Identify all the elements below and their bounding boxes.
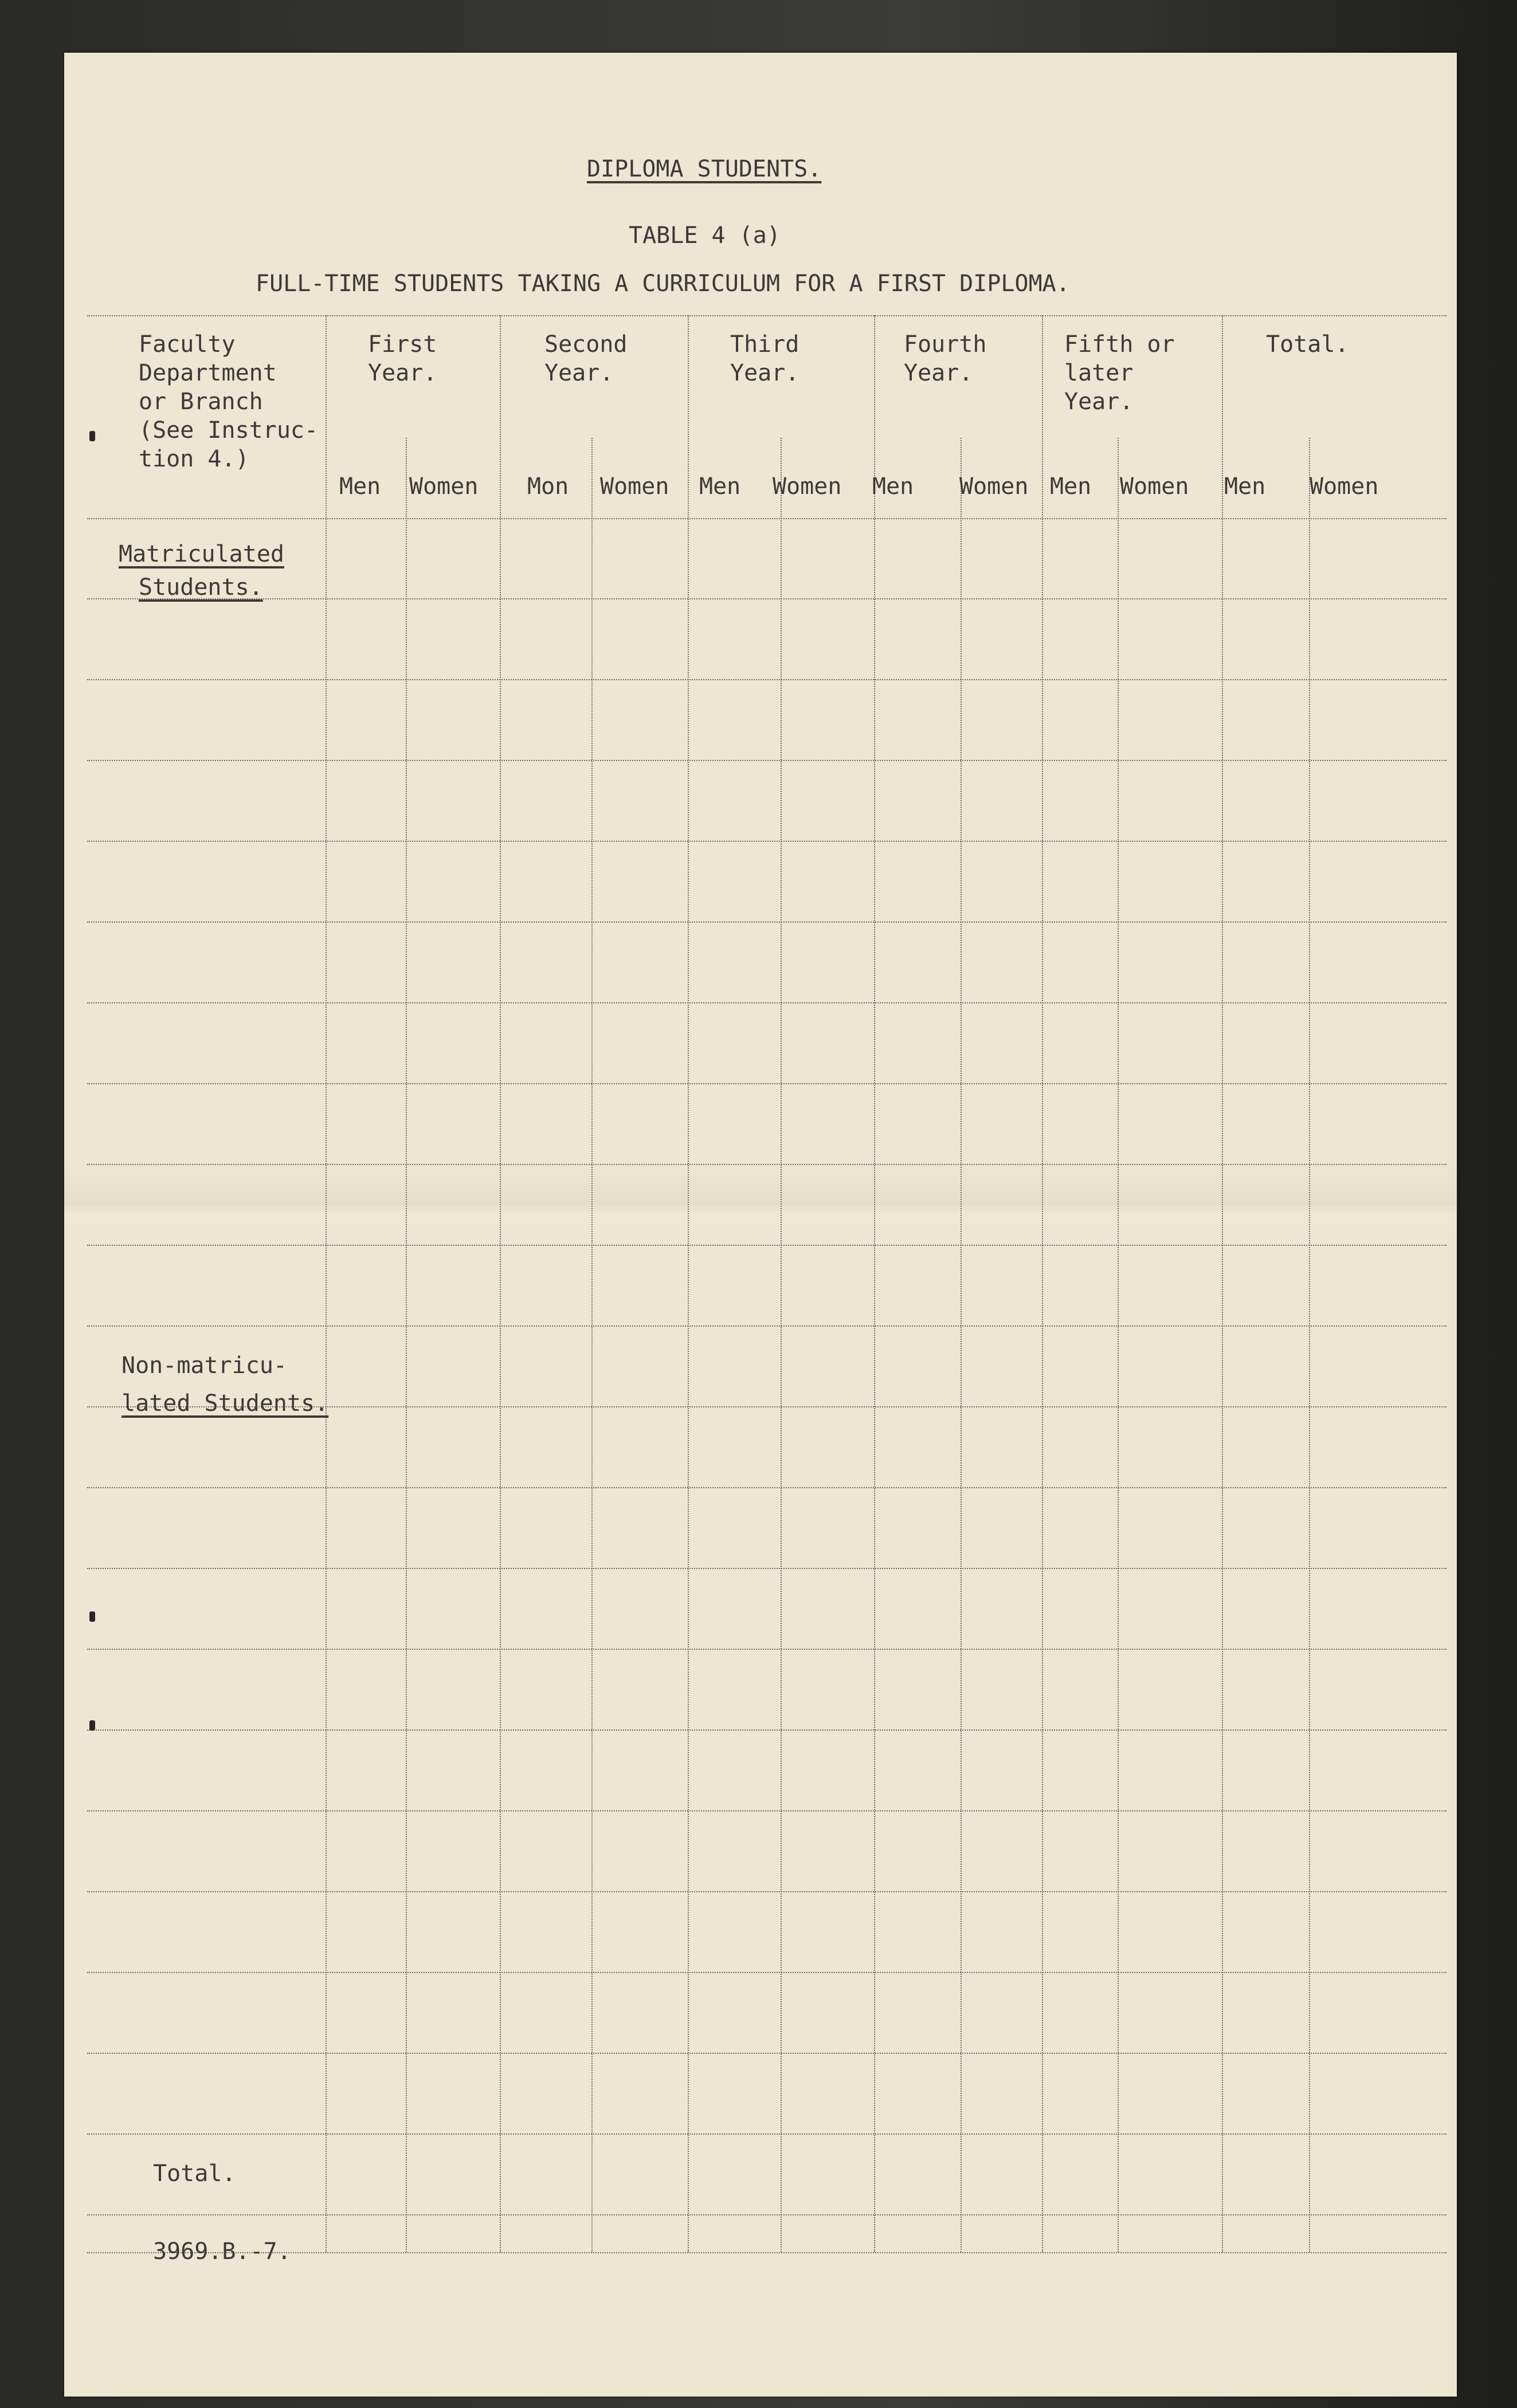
col-header-third-year-1: Third: [730, 331, 799, 358]
column-rule: [1222, 315, 1223, 2252]
row-rule: [87, 2053, 1447, 2054]
column-rule: [874, 315, 875, 2252]
row-rule: [87, 1002, 1447, 1003]
subcol-third-women: Women: [773, 473, 842, 500]
punch-hole: [89, 1611, 95, 1622]
form-sheet: [64, 53, 1457, 2397]
row-rule: [87, 1083, 1447, 1084]
subcolumn-rule: [591, 438, 593, 2252]
section-matriculated-1: Matriculated: [119, 541, 284, 567]
row-rule: [87, 1649, 1447, 1650]
row-rule: [87, 1568, 1447, 1569]
row-rule: [87, 841, 1447, 842]
col-header-second-year-1: Second: [544, 331, 628, 358]
table-top-rule: [87, 315, 1447, 316]
subcol-fourth-men: Men: [872, 473, 914, 500]
table-number: TABLE 4 (a): [629, 222, 781, 249]
subcol-total-men: Men: [1224, 473, 1266, 500]
subcolumn-rule: [1118, 438, 1119, 2252]
row-rule: [87, 1487, 1447, 1488]
col-header-fourth-year-1: Fourth: [904, 331, 987, 358]
subcolumn-rule: [1309, 438, 1310, 2252]
section-non-matriculated-2: lated Students.: [121, 1390, 329, 1417]
row-rule: [87, 1325, 1447, 1327]
subcolumn-rule: [406, 438, 407, 2252]
header-bottom-rule: [87, 518, 1447, 519]
col-header-fifth-year-1: Fifth or: [1064, 331, 1175, 358]
row-header-label-3: or Branch: [139, 389, 263, 415]
subcol-fifth-women: Women: [1120, 473, 1189, 500]
col-header-first-year-1: First: [368, 331, 437, 358]
row-rule: [87, 1729, 1447, 1731]
row-rule: [87, 1810, 1447, 1811]
row-header-label-2: Department: [139, 360, 277, 386]
row-rule: [87, 2134, 1447, 2135]
subcol-total-women: Women: [1310, 473, 1379, 500]
subcol-first-women: Women: [409, 473, 479, 500]
row-rule: [87, 598, 1447, 599]
subcol-fourth-women: Women: [959, 473, 1029, 500]
subcolumn-rule: [781, 438, 782, 2252]
column-rule: [688, 315, 689, 2252]
column-rule: [1042, 315, 1043, 2252]
subcol-second-men: Mon: [527, 473, 569, 500]
row-header-label-4: (See Instruc-: [139, 417, 319, 444]
col-header-fifth-year-3: Year.: [1064, 389, 1134, 415]
row-header-label-5: tion 4.): [139, 446, 249, 472]
section-total: Total.: [153, 2160, 236, 2187]
column-rule: [500, 315, 501, 2252]
document-title: DIPLOMA STUDENTS.: [587, 156, 822, 182]
col-header-fourth-year-2: Year.: [904, 360, 973, 386]
row-rule: [87, 1164, 1447, 1165]
footer-code: 3969.B.-7.: [153, 2238, 291, 2265]
subcol-third-men: Men: [699, 473, 741, 500]
section-non-matriculated-1: Non-matricu-: [121, 1352, 287, 1379]
punch-hole: [89, 1720, 95, 1731]
row-rule: [87, 2214, 1447, 2215]
section-matriculated-2: Students.: [139, 574, 263, 601]
subcol-fifth-men: Men: [1050, 473, 1092, 500]
paper-fold: [64, 1163, 1457, 1255]
row-header-label-1: Faculty: [139, 331, 236, 358]
col-header-first-year-2: Year.: [368, 360, 437, 386]
subcol-second-women: Women: [600, 473, 669, 500]
row-rule: [87, 1972, 1447, 1973]
table-subtitle: FULL-TIME STUDENTS TAKING A CURRICULUM FOR A FIRST DIPLOMA.: [256, 270, 1070, 297]
row-rule: [87, 1245, 1447, 1246]
row-rule: [87, 679, 1447, 680]
row-rule: [87, 1891, 1447, 1892]
row-rule: [87, 760, 1447, 761]
col-header-third-year-2: Year.: [730, 360, 799, 386]
col-header-fifth-year-2: later: [1064, 360, 1134, 386]
punch-hole: [89, 431, 95, 441]
col-header-second-year-2: Year.: [544, 360, 614, 386]
row-rule: [87, 921, 1447, 923]
column-rule: [326, 315, 327, 2252]
col-header-total: Total.: [1266, 331, 1349, 358]
subcolumn-rule: [961, 438, 962, 2252]
subcol-first-men: Men: [339, 473, 381, 500]
